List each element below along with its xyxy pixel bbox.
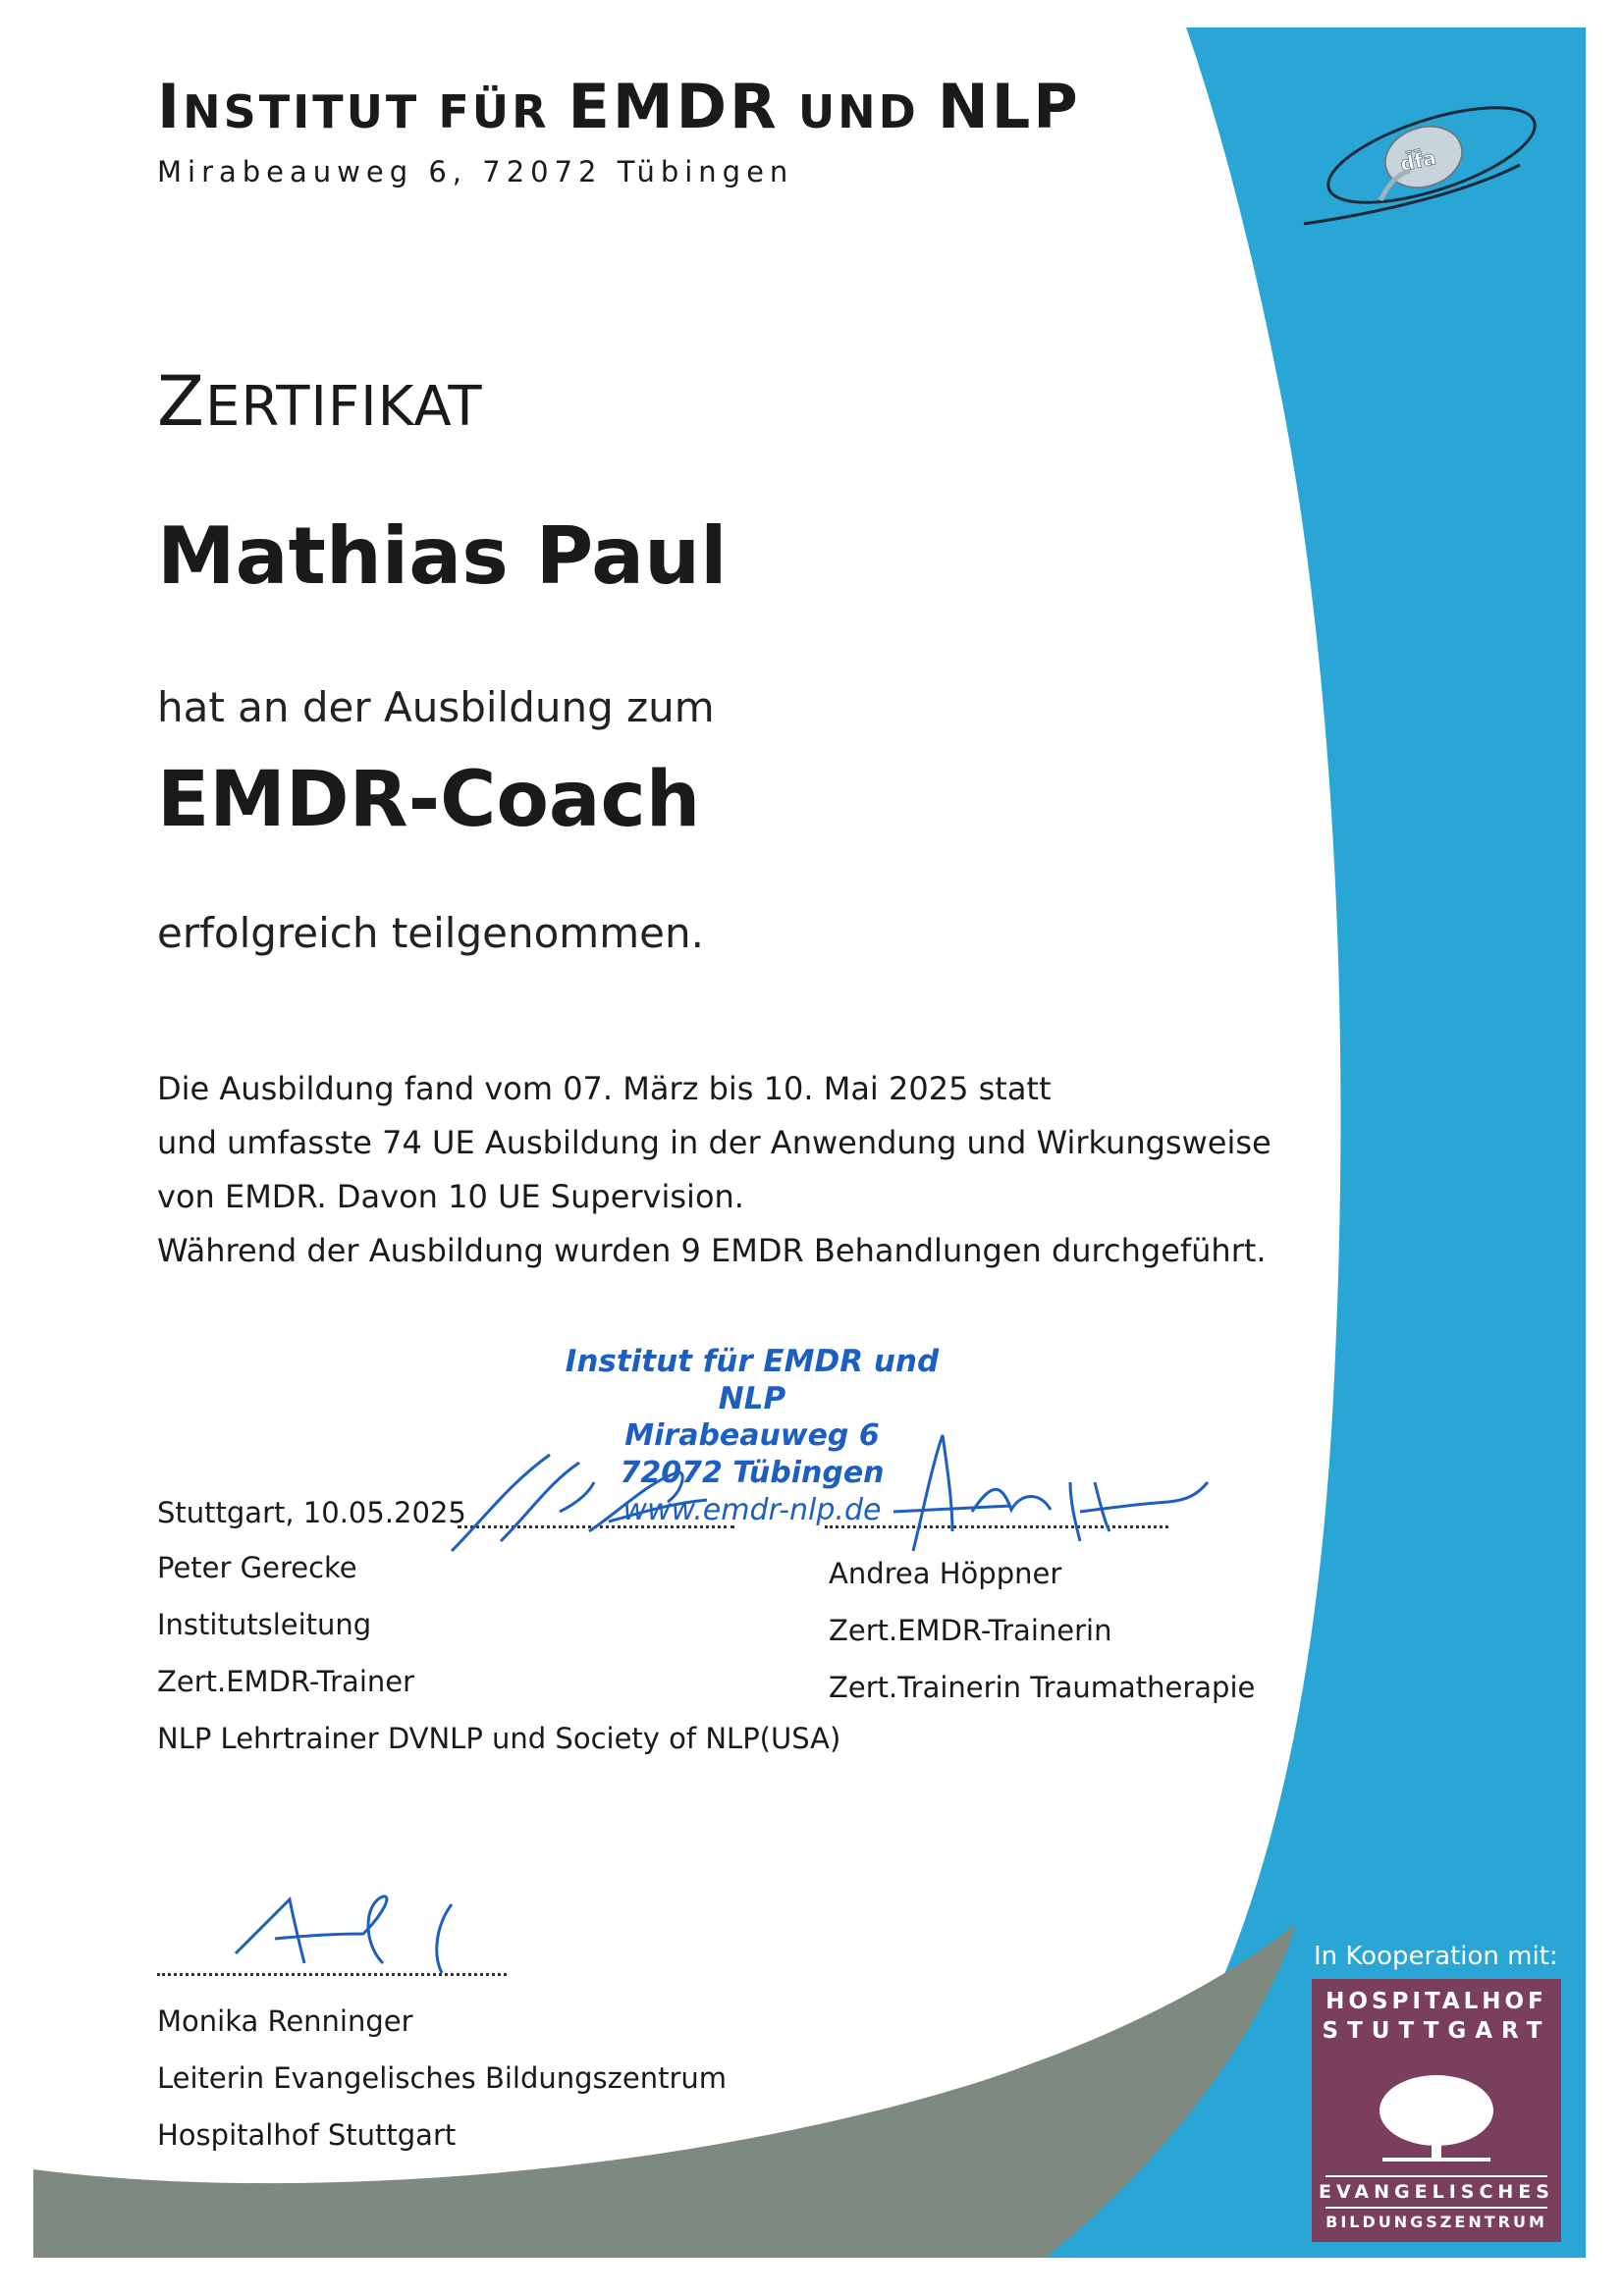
stamp-line: Institut für EMDR und NLP	[565, 1344, 940, 1416]
hospitalhof-logo-text: BILDUNGSZENTRUM	[1325, 2213, 1547, 2231]
signer-left-role: Zert.EMDR-Trainer	[157, 1665, 415, 1698]
signer-bottom-role: Hospitalhof Stuttgart	[157, 2118, 457, 2152]
logo-icon	[1294, 106, 1559, 234]
signature-line-bottom	[157, 1973, 507, 1976]
course-details	[157, 1062, 1271, 1278]
place-date: Stuttgart, 10.05.2025	[157, 1496, 466, 1529]
signer-left-role: NLP Lehrtrainer DVNLP und Society of NLP(USA)	[157, 1722, 841, 1755]
signature-hoeppner	[874, 1423, 1227, 1561]
course-name: EMDR-Coach	[157, 756, 701, 844]
signature-renninger	[216, 1885, 511, 1983]
stamp-line: Mirabeauweg 6	[624, 1418, 880, 1453]
stamp-line: 72072 Tübingen	[620, 1456, 885, 1490]
svg-text:d̄f̄a: d̄f̄a	[1397, 145, 1438, 177]
details-line: Während der Ausbildung wurden 9 EMDR Behandlungen durchgeführt.	[157, 1232, 1267, 1269]
institute-logo	[1294, 106, 1559, 234]
institute-title: INSTITUT FÜR EMDR UND NLP	[157, 71, 1081, 142]
hospitalhof-logo-text: HOSPITALHOF	[1325, 1989, 1547, 2014]
signer-right-name: Andrea Höppner	[829, 1557, 1062, 1590]
signer-left-name: Peter Gerecke	[157, 1551, 357, 1584]
hospitalhof-logo-text: STUTTGART	[1322, 2018, 1551, 2044]
details-line: Die Ausbildung fand vom 07. März bis 10. Mai 2025 statt	[157, 1070, 1052, 1107]
logo-divider	[1325, 2175, 1547, 2177]
signer-bottom-name: Monika Renninger	[157, 2004, 413, 2038]
signer-right-role: Zert.EMDR-Trainerin	[829, 1614, 1112, 1647]
details-line: und umfasste 74 UE Ausbildung in der Anwendung und Wirkungsweise	[157, 1124, 1271, 1161]
tree-icon	[1373, 2071, 1500, 2169]
participation-intro: hat an der Ausbildung zum	[157, 683, 715, 731]
signer-left-role: Institutsleitung	[157, 1608, 372, 1641]
participation-outro: erfolgreich teilgenommen.	[157, 909, 704, 957]
hospitalhof-logo-text: EVANGELISCHES	[1319, 2181, 1554, 2203]
signer-right-role: Zert.Trainerin Traumatherapie	[829, 1671, 1256, 1704]
stamp-line: www.emdr-nlp.de	[622, 1493, 882, 1527]
recipient-name: Mathias Paul	[157, 510, 728, 602]
cooperation-label: In Kooperation mit:	[1314, 1942, 1558, 1971]
signature-gerecke	[442, 1443, 766, 1561]
logo-divider	[1325, 2207, 1547, 2209]
details-line: von EMDR. Davon 10 UE Supervision.	[157, 1178, 744, 1215]
institute-address: Mirabeauweg 6, 72072 Tübingen	[157, 155, 794, 188]
certificate-title: ZERTIFIKAT	[157, 361, 483, 442]
signer-bottom-role: Leiterin Evangelisches Bildungszentrum	[157, 2061, 727, 2095]
